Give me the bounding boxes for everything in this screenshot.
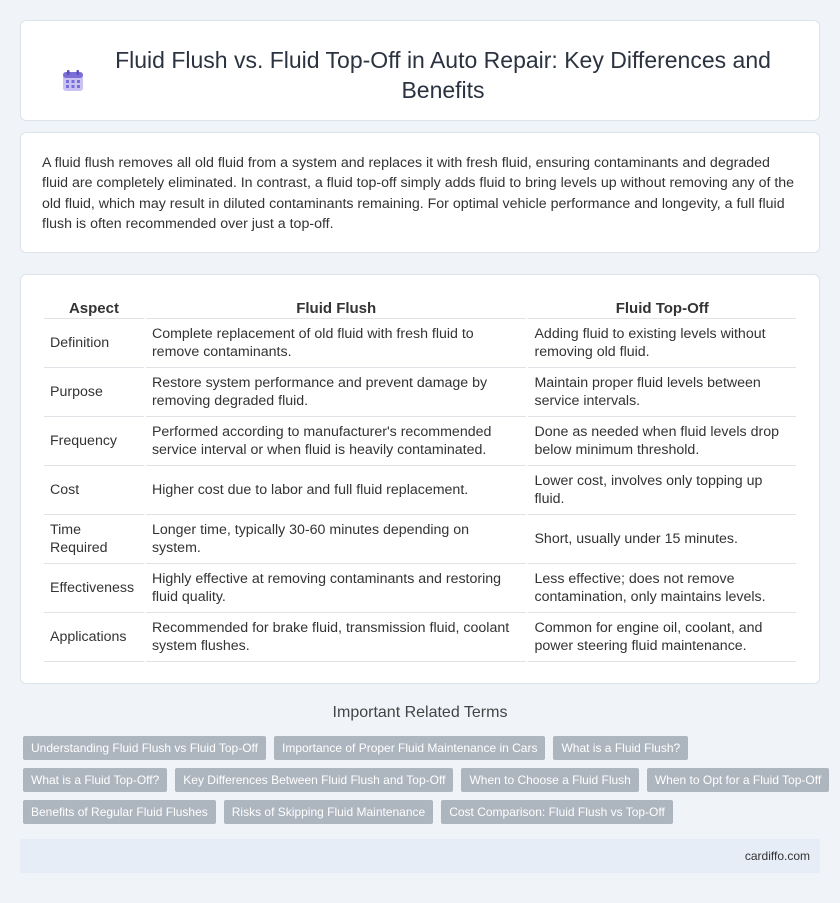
page-title: Fluid Flush vs. Fluid Top-Off in Auto Repair: Key Differences and Benefits — [115, 47, 771, 103]
cell-fluid-flush: Higher cost due to labor and full fluid replacement. — [146, 466, 527, 515]
cell-fluid-flush: Restore system performance and prevent damage by removing degraded fluid. — [146, 368, 527, 417]
cell-aspect: Applications — [44, 613, 144, 662]
header-fluid-flush: Fluid Flush — [146, 295, 527, 319]
table-header-row — [44, 295, 796, 319]
table-row — [44, 613, 796, 662]
comparison-table-card — [20, 274, 820, 684]
cell-aspect: Purpose — [44, 368, 144, 417]
related-term-tag[interactable]: Cost Comparison: Fluid Flush vs Top-Off — [441, 800, 673, 824]
table-row — [44, 466, 796, 515]
related-terms-list — [23, 736, 823, 832]
cell-fluid-top-off: Adding fluid to existing levels without removing old fluid. — [528, 319, 796, 368]
cell-fluid-flush: Complete replacement of old fluid with fresh fluid to remove contaminants. — [146, 319, 527, 368]
related-term-tag[interactable]: Importance of Proper Fluid Maintenance in Cars — [274, 736, 545, 760]
calendar-icon — [61, 69, 85, 93]
related-term-tag[interactable]: Benefits of Regular Fluid Flushes — [23, 800, 216, 824]
cell-aspect: Time Required — [44, 515, 144, 564]
cell-fluid-top-off: Common for engine oil, coolant, and power steering fluid maintenance. — [528, 613, 796, 662]
related-term-tag[interactable]: What is a Fluid Flush? — [553, 736, 688, 760]
tag-row — [23, 768, 823, 792]
cell-fluid-flush: Highly effective at removing contaminants and restoring fluid quality. — [146, 564, 527, 613]
related-term-tag[interactable]: Risks of Skipping Fluid Maintenance — [224, 800, 433, 824]
cell-fluid-top-off: Lower cost, involves only topping up fluid. — [528, 466, 796, 515]
cell-aspect: Definition — [44, 319, 144, 368]
table-row — [44, 515, 796, 564]
cell-aspect: Frequency — [44, 417, 144, 466]
cell-aspect: Effectiveness — [44, 564, 144, 613]
table-row — [44, 417, 796, 466]
related-term-tag[interactable]: When to Choose a Fluid Flush — [461, 768, 638, 792]
header-fluid-top-off: Fluid Top-Off — [528, 295, 796, 319]
comparison-table — [42, 295, 798, 662]
table-row — [44, 368, 796, 417]
footer — [20, 839, 820, 873]
cell-fluid-top-off: Maintain proper fluid levels between service intervals. — [528, 368, 796, 417]
title-card — [20, 20, 820, 121]
related-terms-title: Important Related Terms — [332, 704, 508, 721]
cell-fluid-top-off: Short, usually under 15 minutes. — [528, 515, 796, 564]
cell-fluid-flush: Longer time, typically 30-60 minutes depending on system. — [146, 515, 527, 564]
related-term-tag[interactable]: Key Differences Between Fluid Flush and Top-Off — [175, 768, 453, 792]
header-aspect: Aspect — [44, 295, 144, 319]
tag-row — [23, 800, 823, 824]
table-row — [44, 564, 796, 613]
cell-fluid-top-off: Less effective; does not remove contamination, only maintains levels. — [528, 564, 796, 613]
related-term-tag[interactable]: When to Opt for a Fluid Top-Off — [647, 768, 829, 792]
cell-fluid-flush: Performed according to manufacturer's recommended service interval or when fluid is heavily contaminated. — [146, 417, 527, 466]
cell-fluid-flush: Recommended for brake fluid, transmission fluid, coolant system flushes. — [146, 613, 527, 662]
table-row — [44, 319, 796, 368]
cell-fluid-top-off: Done as needed when fluid levels drop below minimum threshold. — [528, 417, 796, 466]
related-term-tag[interactable]: What is a Fluid Top-Off? — [23, 768, 167, 792]
tag-row — [23, 736, 823, 760]
footer-site-link[interactable]: cardiffo.com — [744, 849, 810, 863]
related-term-tag[interactable]: Understanding Fluid Flush vs Fluid Top-Off — [23, 736, 266, 760]
cell-aspect: Cost — [44, 466, 144, 515]
intro-card — [20, 132, 820, 253]
intro-paragraph: A fluid flush removes all old fluid from a system and replaces it with fresh fluid, ensuring contaminants and degraded fluid are completely eliminated. In contrast, a fluid top-off simply adds fluid to bring levels up without removing any of the old fluid, which may result in diluted contaminants remaining. For optimal vehicle performance and longevity, a full fluid flush is often recommended over just a top-off. — [42, 155, 795, 233]
